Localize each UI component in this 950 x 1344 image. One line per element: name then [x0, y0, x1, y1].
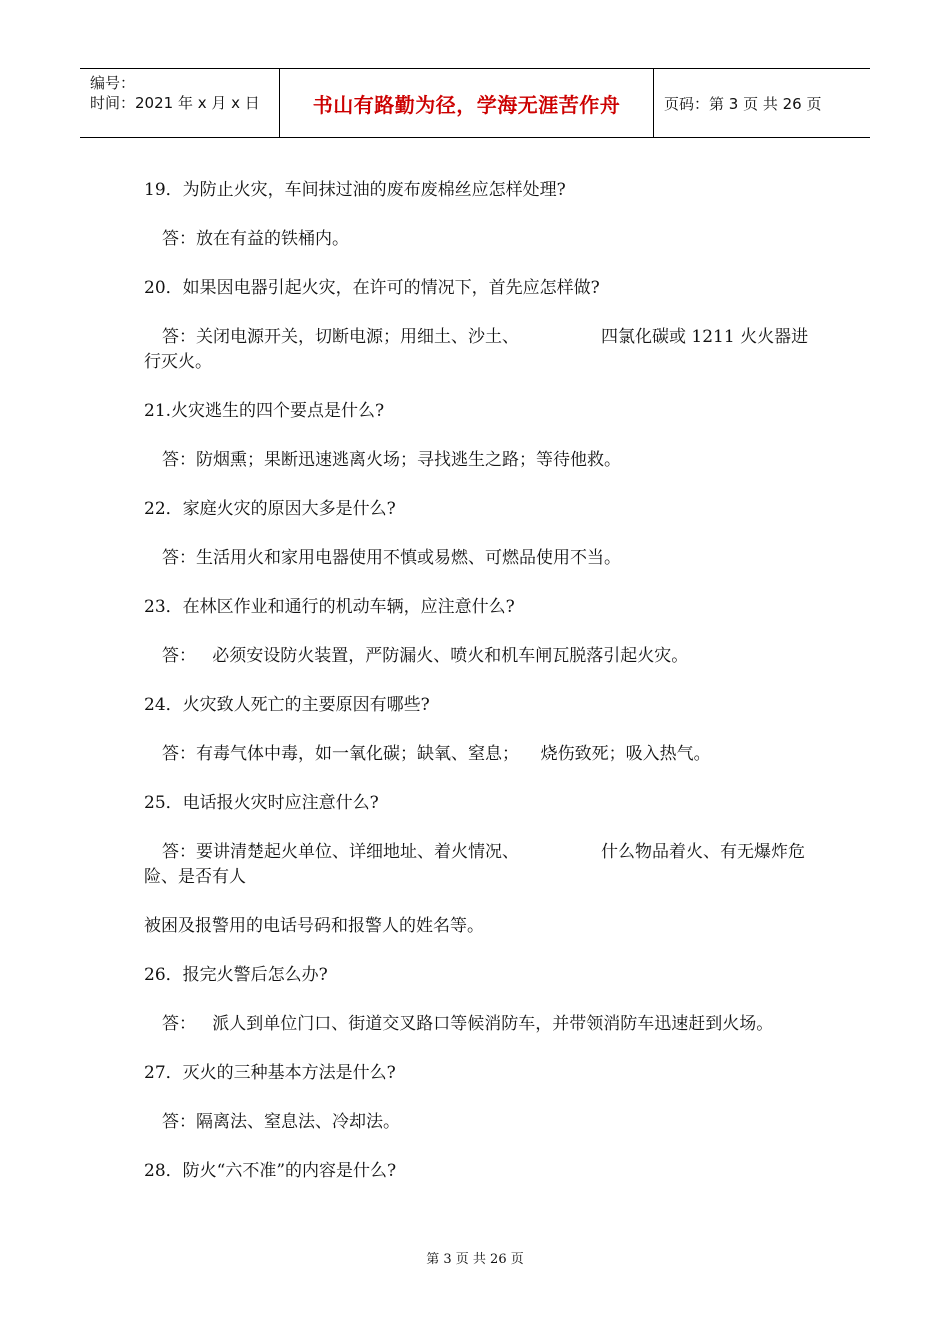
page-footer: 第 3 页 共 26 页 — [426, 1252, 524, 1267]
question-26: 26．报完火警后怎么办? — [144, 965, 328, 985]
page-header — [80, 68, 870, 138]
answer-23: 答： 必须安设防火装置，严防漏火、喷火和机车闸瓦脱落引起火灾。 — [162, 646, 689, 666]
doc-time-label: 时间：2021 年 x 月 x 日 — [90, 94, 260, 112]
header-meta — [80, 69, 280, 137]
answer-25-part2: 什么物品着火、有无爆炸危险、是否有人 — [144, 842, 805, 887]
question-20: 20．如果因电器引起火灾，在许可的情况下，首先应怎样做? — [144, 278, 600, 298]
header-page-info: 页码：第 3 页 共 26 页 — [664, 94, 822, 113]
answer-25-part1: 答：要讲清楚起火单位、详细地址、着火情况、 — [162, 842, 519, 862]
question-22: 22．家庭火灾的原因大多是什么? — [144, 499, 396, 519]
answer-20-part2: 四氯化碳或 1211 火火器进行灭火。 — [144, 327, 809, 372]
answer-19: 答：放在有益的铁桶内。 — [162, 229, 349, 249]
question-28: 28．防火“六不准”的内容是什么? — [144, 1161, 397, 1181]
question-21: 21.火灾逃生的四个要点是什么? — [144, 401, 385, 421]
question-25: 25．电话报火灾时应注意什么? — [144, 793, 379, 813]
answer-24: 答：有毒气体中毒，如一氧化碳；缺氧、窒息； 烧伤致死；吸入热气。 — [162, 744, 711, 764]
answer-27: 答：隔离法、窒息法、冷却法。 — [162, 1112, 400, 1132]
answer-20 — [144, 325, 814, 375]
question-24: 24．火灾致人死亡的主要原因有哪些? — [144, 695, 430, 715]
answer-21: 答：防烟熏；果断迅速逃离火场；寻找逃生之路；等待他救。 — [162, 450, 621, 470]
answer-26: 答： 派人到单位门口、街道交叉路口等候消防车，并带领消防车迅速赶到火场。 — [162, 1014, 774, 1034]
question-23: 23．在林区作业和通行的机动车辆，应注意什么? — [144, 597, 515, 617]
doc-number-label: 编号： — [90, 74, 136, 92]
question-27: 27．灭火的三种基本方法是什么? — [144, 1063, 396, 1083]
header-motto: 书山有路勤为径，学海无涯苦作舟 — [280, 69, 654, 137]
answer-20-part1: 答：关闭电源开关，切断电源；用细土、沙土、 — [162, 327, 519, 347]
qa-list — [144, 178, 814, 1208]
answer-22: 答：生活用火和家用电器使用不慎或易燃、可燃品使用不当。 — [162, 548, 621, 568]
question-19: 19．为防止火灾，车间抹过油的废布废棉丝应怎样处理? — [144, 180, 566, 200]
answer-25-continued: 被困及报警用的电话号码和报警人的姓名等。 — [144, 916, 484, 936]
answer-25 — [144, 840, 814, 890]
